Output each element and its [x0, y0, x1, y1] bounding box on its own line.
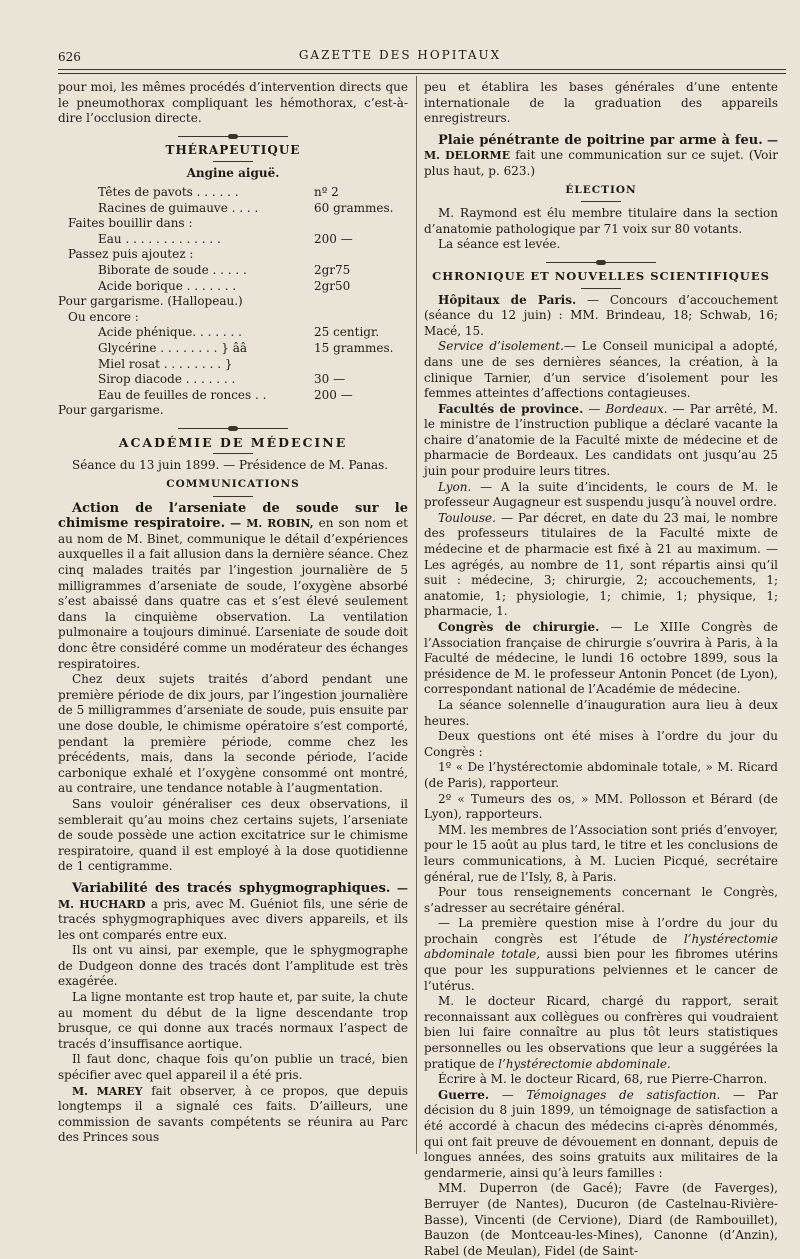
paragraph: M. Raymond est élu membre titulaire dans la section d’anatomie pathologique par 71 voix sur 80 votants.	[424, 206, 778, 236]
section-separator	[546, 261, 656, 264]
election-title: ÉLECTION	[565, 183, 637, 196]
news-italic: Toulouse.	[438, 510, 496, 525]
news-congres	[424, 620, 778, 698]
news-text: — Le XIIIe Congrès de l’Association française de chirurgie s’ouvrira à Paris, à la Faculté de médecine, le lundi 16 octobre 1899, sous la présidence de M. le professeur Antonin Poncet (de Lyon), correspondant national de l’Académie de médecine.	[424, 620, 778, 697]
recipe-row	[58, 372, 408, 388]
paragraph-marey	[58, 1084, 408, 1146]
recipe-row	[58, 247, 408, 263]
paragraph: La séance solennelle d’inauguration aura lieu à deux heures.	[424, 697, 778, 728]
news-guerre	[424, 1088, 778, 1182]
news-hopitaux	[424, 293, 778, 340]
news-text: — Par décision du 8 juin 1899, un témoignage de satisfaction a été accordé à chacun des médecins ci-après dénommés, qui ont fait preuve de dévouement en donnant, depuis de longues années, des soins gratuits aux militaires de la gendarmerie, ainsi qu’à leurs familles :	[424, 1087, 778, 1180]
paragraph: peu et établira les bases générales d’une entente internationale de la graduation des appareils enregistreurs.	[424, 80, 778, 126]
article-text: en son nom et au nom de M. Binet, communique le détail d’expériences auxquelles il a fait allusion dans la dernière séance. Chez cinq malades traités par l’ingestion journalière de 5 milligrammes d’arseniate de soude, l’oxygène absorbé s’est abaissé dans quatre cas et s’est élevé seulement dans la cinquième observation. La ventilation pulmonaire a toujours diminué. L’arseniate de soude doit donc être considéré comme un modérateur des échanges respiratoires.	[58, 516, 408, 671]
news-italic: Lyon.	[438, 479, 472, 494]
recipe-ingredient: Acide phénique. . . . . . .	[98, 325, 242, 340]
seance-line: Séance du 13 juin 1899. — Présidence de M. Panas.	[72, 458, 389, 473]
recipe-ingredient: Acide borique . . . . . . .	[98, 278, 237, 293]
paragraph: Deux questions ont été mises à l’ordre du jour du Congrès :	[424, 729, 778, 759]
author-name: — M. ROBIN,	[230, 517, 314, 531]
intro-paragraph: pour moi, les mêmes procédés d’intervention directs que le pneumothorax compliquant les hémothorax, c’est-à-dire l’occlusion directe.	[58, 80, 408, 126]
text: — La première question mise à l’ordre du jour du prochain congrès est l’étude de	[424, 916, 778, 946]
paragraph: MM. Duperron (de Gacé); Favre (de Faverges), Berruyer (de Nantes), Ducuron (de Castelnau-Rivière-Basse), Vincenti (de Cervione), Diard (de Rambouillet), Bauzon (de Montceau-les-Mines), Canonne (d’Anzin), Rabel (de Meulan), Fidel (de Saint-	[424, 1181, 778, 1258]
news-italic: Service d’isolement.	[438, 339, 564, 354]
article-lead: Plaie pénétrante de poitrine par arme à feu.	[438, 132, 763, 148]
article-text: a pris, avec M. Guéniot fils, une série de tracés sphygmographiques avec divers appareils, et ils les ont comparés entre eux.	[58, 896, 408, 942]
paragraph: La séance est levée.	[438, 237, 561, 252]
recipe-row	[58, 263, 408, 279]
news-facultes	[424, 402, 778, 480]
news-isolement	[424, 339, 778, 401]
recipe-title: Angine aiguë.	[186, 166, 280, 181]
paragraph: MM. les membres de l’Association sont priés d’envoyer, pour le 15 août au plus tard, le titre et les conclusions de leurs communications, à M. Lucien Picqué, secrétaire général, rue de l’Isly, 8, à Paris.	[424, 822, 778, 884]
section-separator	[178, 427, 288, 430]
paragraph: 2º « Tumeurs des os, » MM. Pollosson et Bérard (de Lyon), rapporteurs.	[424, 791, 778, 822]
recipe-quantity: 2gr75	[313, 262, 351, 277]
article-text: fait observer, à ce propos, que depuis longtemps il a signalé ces faits. D’ailleurs, une commission de savants compétents se réunira au Parc des Princes sous	[58, 1083, 408, 1145]
news-italic: — Témoignages de satisfaction.	[501, 1087, 721, 1102]
paragraph-ricard	[424, 994, 778, 1072]
section-title-chronique: CHRONIQUE ET NOUVELLES SCIENTIFIQUES	[432, 268, 770, 283]
recipe-quantity	[314, 247, 408, 263]
section-title-academie: ACADÉMIE DE MÉDECINE	[118, 434, 348, 450]
recipe-row	[58, 403, 408, 419]
paragraph: Écrire à M. le docteur Ricard, 68, rue Pierre-Charron.	[438, 1072, 768, 1087]
recipe-ingredient: Biborate de soude . . . . .	[98, 262, 247, 277]
recipe-ingredient: Sirop diacode . . . . . . .	[98, 372, 236, 387]
recipe-ingredient: Passez puis ajoutez :	[68, 247, 194, 262]
author-name: — M. DELORME	[424, 133, 778, 163]
paragraph: Pour tous renseignements concernant le Congrès, s’adresser au secrétaire général.	[424, 885, 778, 915]
article-lead: Action de l’arseniate de soude sur le chimisme respiratoire.	[58, 500, 408, 532]
section-separator	[178, 135, 288, 138]
news-lead: Guerre.	[438, 1087, 490, 1102]
recipe-ingredient: Pour gargarisme.	[58, 403, 164, 418]
news-text: — Par décret, en date du 23 mai, le nombre des professeurs titulaires de la Faculté mixte de médecine et de pharmacie est fixé à 21 au maximum. — Les agrégés, au nombre de 11, sont répartis ainsi qu’il suit : médecine, 3; chirurgie, 2; accouchements, 1; anatomie, 1; physiologie, 1; chimie, 1; physique, 1; pharmacie, 1.	[424, 510, 778, 619]
recipe-quantity: 200 —	[313, 387, 353, 402]
news-text: — Par arrêté, M. le ministre de l’instruction publique a déclaré vacante la chaire d’anatomie de la Faculté mixte de médecine et de pharmacie de Bordeaux. Les candidats ont jusqu’au 25 juin pour produire leurs titres.	[424, 401, 779, 479]
recipe-ingredient: Eau . . . . . . . . . . . . .	[98, 231, 221, 246]
article-plaie	[424, 133, 778, 180]
text: M. le docteur Ricard, chargé du rapport, serait reconnaissant aux collègues ou confrères qui voudraient bien lui faire connaître au plus tôt leurs statistiques personnelles ou les observations que leur a suggérées la pratique de	[424, 994, 778, 1071]
recipe-quantity	[314, 310, 408, 326]
recipe-row	[58, 279, 408, 295]
paragraph: Chez deux sujets traités d’abord pendant une première période de dix jours, par l’ingestion journalière de 5 milligrammes d’arseniate de soude, puis ensuite par une dose double, le chimisme opératoire s’est comporté, pendant la première période, comme chez les précédents, mais, dans la seconde période, l’acide carbonique exhalé et l’oxygène consommé ont montré, au contraire, une tendance notable à l’augmentation.	[58, 672, 408, 796]
news-lead: Facultés de province.	[438, 401, 584, 416]
news-text: — Le Conseil municipal a adopté, dans une de ses dernières séances, la création, à la clinique Tarnier, d’un service d’isolement pour les femmes atteintes d’affections contagieuses.	[424, 339, 778, 401]
title-dash	[213, 161, 253, 162]
recipe-row	[58, 185, 408, 201]
paragraph: La ligne montante est trop haute et, par suite, la chute au moment du début de la ligne descendante trop brusque, ce qui donne aux tracés normaux l’aspect de tracés d’insuffisance aortique.	[58, 990, 408, 1051]
author-name: — M. HUCHARD	[58, 881, 408, 911]
paragraph: Ils ont vu ainsi, par exemple, que le sphygmographe de Dudgeon donne des tracés dont l’amplitude est très exagérée.	[58, 943, 408, 989]
running-head: GAZETTE DES HOPITAUX	[298, 48, 502, 62]
column-divider	[416, 76, 417, 1154]
communications-title: COMMUNICATIONS	[166, 478, 300, 491]
right-column	[424, 80, 778, 1259]
author-name: M. MAREY	[72, 1084, 143, 1098]
recipe-row	[58, 232, 408, 248]
recipe-ingredient: Racines de guimauve . . . .	[98, 200, 259, 215]
recipe-quantity	[314, 357, 408, 373]
recipe-table	[58, 185, 408, 419]
header-rule-double	[58, 73, 786, 74]
recipe-quantity: 30 —	[313, 372, 346, 387]
recipe-row	[58, 341, 408, 357]
italic-text: l’hystérectomie abdominale.	[498, 1056, 671, 1071]
text: aussi bien pour les fibromes utérins que pour les suppurations pelviennes et le cancer de l’utérus.	[424, 947, 778, 993]
paragraph: Sans vouloir généraliser ces deux observations, il semblerait qu’au moins chez certains sujets, l’arseniate de soude possède une action excitatrice sur le chimisme respiratoire, quand il est employé à la dose quotidienne de 1 centigramme.	[58, 796, 408, 874]
recipe-quantity: 25 centigr.	[313, 325, 380, 340]
recipe-ingredient: Pour gargarisme. (Hallopeau.)	[58, 294, 243, 309]
news-text: — Concours d’accouchement (séance du 12 juin) : MM. Brindeau, 18; Schwab, 16; Macé, 15.	[424, 292, 778, 338]
recipe-ingredient: Miel rosat . . . . . . . . }	[98, 356, 233, 371]
recipe-quantity: 2gr50	[313, 278, 351, 293]
news-lyon	[424, 480, 778, 511]
article-text: fait une communication sur ce sujet. (Voir plus haut, p. 623.)	[424, 148, 778, 178]
recipe-row	[58, 310, 408, 326]
news-toulouse	[424, 511, 778, 620]
paragraph-hysterectomie	[424, 916, 778, 994]
left-column	[58, 80, 408, 1146]
paragraph: Il faut donc, chaque fois qu’on publie un tracé, bien spécifier avec quel appareil il a été pris.	[58, 1052, 408, 1083]
title-dash	[213, 453, 253, 454]
news-lead: Congrès de chirurgie.	[438, 620, 600, 634]
article-lead: Variabilité des tracés sphygmographiques.	[72, 880, 391, 896]
news-text: — A la suite d’incidents, le cours de M. le professeur Augagneur est suspendu jusqu’à nouvel ordre.	[424, 479, 778, 510]
recipe-row	[58, 357, 408, 373]
recipe-row	[58, 325, 408, 341]
recipe-ingredient: Faites bouillir dans :	[68, 216, 193, 231]
recipe-ingredient: Eau de feuilles de ronces . .	[98, 387, 267, 402]
recipe-ingredient: Têtes de pavots . . . . . .	[98, 184, 239, 199]
recipe-row	[58, 294, 408, 310]
recipe-quantity: 15 grammes.	[313, 340, 394, 355]
article-arseniate	[58, 501, 408, 673]
news-italic: — Bordeaux.	[588, 401, 668, 416]
header-rule	[58, 69, 786, 70]
paragraph: 1º « De l’hystérectomie abdominale totale, » M. Ricard (de Paris), rapporteur.	[424, 760, 778, 790]
recipe-quantity: 60 grammes.	[313, 200, 394, 215]
title-dash	[581, 288, 621, 289]
recipe-row	[58, 201, 408, 217]
recipe-ingredient: Glycérine . . . . . . . . } ââ	[98, 340, 248, 355]
news-lead: Hôpitaux de Paris.	[438, 292, 577, 307]
recipe-ingredient: Ou encore :	[68, 309, 139, 324]
recipe-quantity: nº 2	[313, 184, 339, 199]
section-title-therapeutique: THÉRAPEUTIQUE	[165, 142, 301, 157]
title-dash	[581, 201, 621, 202]
recipe-row	[58, 388, 408, 404]
recipe-quantity	[314, 216, 408, 232]
article-sphygmo	[58, 881, 408, 943]
recipe-row	[58, 216, 408, 232]
title-dash	[213, 496, 253, 497]
recipe-quantity: 200 —	[313, 231, 353, 246]
italic-text: l’hystérectomie abdominale totale,	[424, 931, 778, 962]
page-number: 626	[58, 50, 81, 64]
